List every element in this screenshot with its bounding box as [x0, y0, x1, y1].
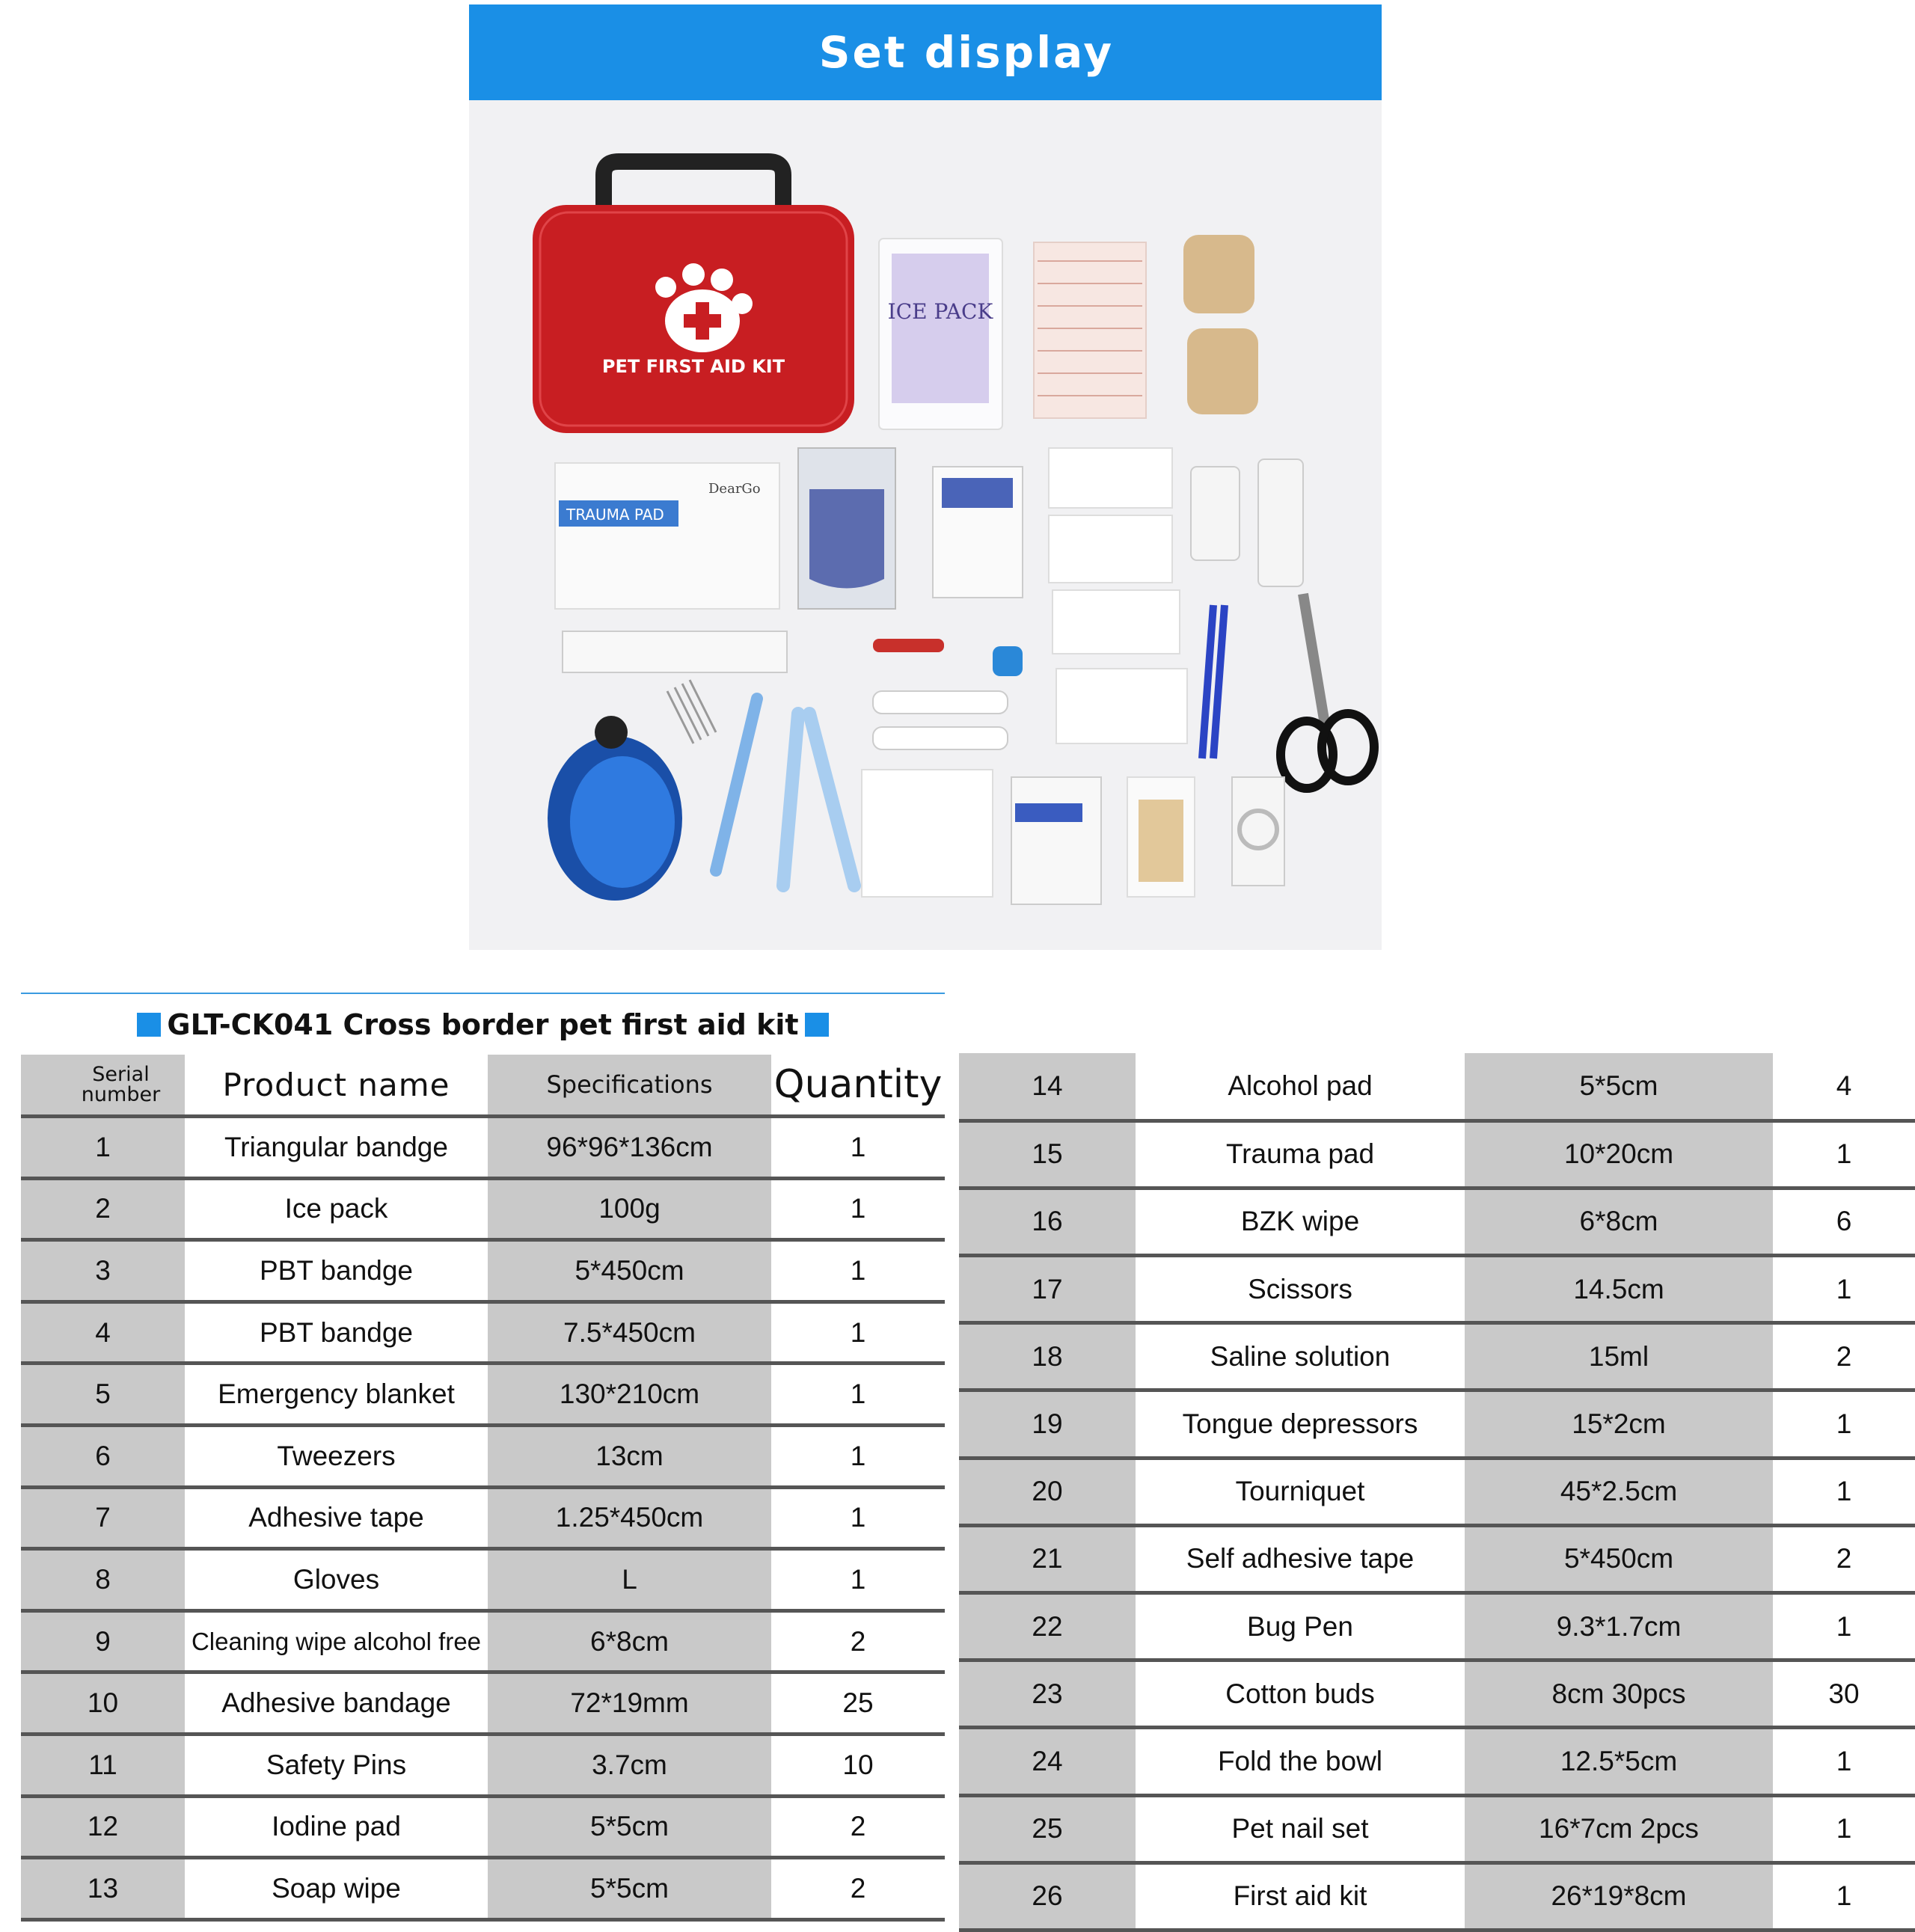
product-name-cell: First aid kit: [1136, 1862, 1465, 1930]
triangular-bandage-image: [933, 467, 1023, 598]
table-row: [21, 1858, 945, 1920]
quantity-cell: 30: [1773, 1660, 1915, 1728]
specification-cell: L: [488, 1549, 771, 1611]
quantity-cell: 1: [771, 1301, 945, 1364]
product-name-cell: Pet nail set: [1136, 1795, 1465, 1862]
table-row: [21, 1178, 945, 1240]
table-row: [21, 1426, 945, 1488]
serial-cell: 1: [21, 1117, 185, 1179]
serial-cell: 7: [21, 1487, 185, 1549]
product-photo: [469, 100, 1382, 950]
table-row: [21, 1240, 945, 1302]
table-row: [959, 1525, 1915, 1592]
table-row: [959, 1660, 1915, 1728]
quantity-cell: 1: [1773, 1256, 1915, 1323]
serial-cell: 4: [21, 1301, 185, 1364]
header-quantity: Quantity: [771, 1055, 945, 1117]
serial-cell: 8: [21, 1549, 185, 1611]
product-name-cell: Tweezers: [185, 1426, 488, 1488]
table-row: [21, 1117, 945, 1179]
product-name-cell: Soap wipe: [185, 1858, 488, 1920]
table-row: [959, 1795, 1915, 1862]
quantity-cell: 1: [771, 1426, 945, 1488]
table-row: [21, 1735, 945, 1797]
serial-cell: 2: [21, 1178, 185, 1240]
quantity-cell: 1: [771, 1549, 945, 1611]
specification-cell: 5*5cm: [488, 1858, 771, 1920]
specification-cell: 15ml: [1465, 1323, 1773, 1390]
product-name-cell: Emergency blanket: [185, 1364, 488, 1426]
icepack-label: ICE PACK: [887, 299, 993, 324]
table-row: [21, 1364, 945, 1426]
product-name-cell: Fold the bowl: [1136, 1728, 1465, 1795]
specification-cell: 100g: [488, 1178, 771, 1240]
serial-cell: 3: [21, 1240, 185, 1302]
quantity-cell: 2: [771, 1858, 945, 1920]
title-divider: [21, 993, 945, 994]
specification-cell: 7.5*450cm: [488, 1301, 771, 1364]
product-name-cell: Gloves: [185, 1549, 488, 1611]
trauma-pad-image: [555, 463, 779, 609]
specification-cell: 45*2.5cm: [1465, 1458, 1773, 1525]
product-name-cell: Trauma pad: [1136, 1120, 1465, 1188]
serial-cell: 17: [959, 1256, 1136, 1323]
product-name-cell: Iodine pad: [185, 1796, 488, 1858]
serial-cell: 21: [959, 1525, 1136, 1592]
quantity-cell: 1: [1773, 1862, 1915, 1930]
product-name-cell: Triangular bandge: [185, 1117, 488, 1179]
specification-cell: 8cm 30pcs: [1465, 1660, 1773, 1728]
product-name-cell: Self adhesive tape: [1136, 1525, 1465, 1592]
serial-cell: 18: [959, 1323, 1136, 1390]
quantity-cell: 25: [771, 1672, 945, 1735]
product-name-cell: Adhesive tape: [185, 1487, 488, 1549]
title-square-icon: [805, 1013, 829, 1037]
product-name-cell: Tourniquet: [1136, 1458, 1465, 1525]
table-row: [959, 1862, 1915, 1930]
serial-cell: 26: [959, 1862, 1136, 1930]
quantity-cell: 10: [771, 1735, 945, 1797]
product-name-cell: PBT bandge: [185, 1240, 488, 1302]
product-name-cell: BZK wipe: [1136, 1188, 1465, 1255]
product-name-cell: PBT bandge: [185, 1301, 488, 1364]
quantity-cell: 1: [771, 1240, 945, 1302]
specification-cell: 26*19*8cm: [1465, 1862, 1773, 1930]
serial-cell: 14: [959, 1053, 1136, 1120]
quantity-cell: 4: [1773, 1053, 1915, 1120]
cotton-buds-image: [1127, 777, 1195, 897]
table-row: [959, 1728, 1915, 1795]
product-name-cell: Scissors: [1136, 1256, 1465, 1323]
quantity-cell: 1: [1773, 1390, 1915, 1458]
serial-cell: 15: [959, 1120, 1136, 1188]
table-row: [959, 1053, 1915, 1120]
quantity-cell: 2: [771, 1796, 945, 1858]
serial-cell: 24: [959, 1728, 1136, 1795]
header-serial: Serial number: [21, 1055, 185, 1117]
specification-cell: 14.5cm: [1465, 1256, 1773, 1323]
product-name-cell: Cotton buds: [1136, 1660, 1465, 1728]
table-row: [959, 1323, 1915, 1390]
specification-cell: 5*5cm: [1465, 1053, 1773, 1120]
table-row: [21, 1610, 945, 1672]
emergency-blanket-image: [798, 448, 895, 609]
table-row: [959, 1593, 1915, 1660]
specification-cell: 15*2cm: [1465, 1390, 1773, 1458]
product-name-cell: Alcohol pad: [1136, 1053, 1465, 1120]
header-product-name: Product name: [185, 1055, 488, 1117]
table-row: [21, 1796, 945, 1858]
specification-cell: 9.3*1.7cm: [1465, 1593, 1773, 1660]
ice-pack-image: [879, 239, 1002, 429]
quantity-cell: 2: [1773, 1323, 1915, 1390]
specification-cell: 5*5cm: [488, 1796, 771, 1858]
kit-title: [21, 999, 945, 1051]
adhesive-bandages-image: [1034, 242, 1146, 418]
title-square-icon: [137, 1013, 161, 1037]
serial-cell: 6: [21, 1426, 185, 1488]
quantity-cell: 1: [1773, 1728, 1915, 1795]
kit-title-text: GLT-CK041 Cross border pet first aid kit: [167, 1008, 799, 1041]
product-name-cell: Cleaning wipe alcohol free: [185, 1610, 488, 1672]
banner-title: Set display: [818, 27, 1115, 78]
serial-cell: 10: [21, 1672, 185, 1735]
quantity-cell: 1: [1773, 1795, 1915, 1862]
table-row: [959, 1188, 1915, 1255]
table-row: [959, 1256, 1915, 1323]
table-row: [21, 1301, 945, 1364]
table-header-row: [21, 1055, 945, 1117]
gloves-image: [1011, 777, 1101, 904]
serial-cell: 23: [959, 1660, 1136, 1728]
specification-cell: 6*8cm: [488, 1610, 771, 1672]
quantity-cell: 2: [1773, 1525, 1915, 1592]
specification-cell: 1.25*450cm: [488, 1487, 771, 1549]
specification-cell: 5*450cm: [488, 1240, 771, 1302]
product-name-cell: Adhesive bandage: [185, 1672, 488, 1735]
specification-cell: 12.5*5cm: [1465, 1728, 1773, 1795]
case-label: PET FIRST AID KIT: [601, 356, 785, 377]
quantity-cell: 1: [771, 1364, 945, 1426]
product-name-cell: Safety Pins: [185, 1735, 488, 1797]
specification-cell: 5*450cm: [1465, 1525, 1773, 1592]
quantity-cell: 1: [1773, 1120, 1915, 1188]
specification-cell: 16*7cm 2pcs: [1465, 1795, 1773, 1862]
serial-cell: 13: [21, 1858, 185, 1920]
quantity-cell: 6: [1773, 1188, 1915, 1255]
quantity-cell: 2: [771, 1610, 945, 1672]
quantity-cell: 1: [1773, 1593, 1915, 1660]
wipes-image: [1049, 448, 1187, 743]
specification-cell: 6*8cm: [1465, 1188, 1773, 1255]
table-row: [21, 1672, 945, 1735]
table-row: [959, 1120, 1915, 1188]
quantity-cell: 1: [771, 1117, 945, 1179]
table-row: [959, 1458, 1915, 1525]
quantity-cell: 1: [1773, 1458, 1915, 1525]
serial-cell: 12: [21, 1796, 185, 1858]
tongue-depressor-image: [563, 631, 787, 672]
product-name-cell: Saline solution: [1136, 1323, 1465, 1390]
contents-table-left: [21, 1055, 945, 1922]
section-banner: [469, 4, 1382, 100]
serial-cell: 22: [959, 1593, 1136, 1660]
contents-table-right: [959, 1053, 1915, 1932]
serial-cell: 20: [959, 1458, 1136, 1525]
product-name-cell: Ice pack: [185, 1178, 488, 1240]
serial-cell: 25: [959, 1795, 1136, 1862]
header-specifications: Specifications: [488, 1055, 771, 1117]
quantity-cell: 1: [771, 1487, 945, 1549]
specification-cell: 96*96*136cm: [488, 1117, 771, 1179]
table-row: [959, 1390, 1915, 1458]
serial-cell: 16: [959, 1188, 1136, 1255]
specification-cell: 13cm: [488, 1426, 771, 1488]
adhesive-tape-image: [1232, 777, 1284, 886]
serial-cell: 5: [21, 1364, 185, 1426]
specification-cell: 3.7cm: [488, 1735, 771, 1797]
trauma-label: TRAUMA PAD: [566, 506, 664, 524]
serial-cell: 9: [21, 1610, 185, 1672]
brand-label: DearGo: [708, 481, 761, 497]
specification-cell: 130*210cm: [488, 1364, 771, 1426]
cleaning-wipes-image: [862, 770, 993, 897]
product-name-cell: Bug Pen: [1136, 1593, 1465, 1660]
specification-cell: 72*19mm: [488, 1672, 771, 1735]
quantity-cell: 1: [771, 1178, 945, 1240]
table-row: [21, 1549, 945, 1611]
serial-cell: 19: [959, 1390, 1136, 1458]
product-name-cell: Tongue depressors: [1136, 1390, 1465, 1458]
table-row: [21, 1487, 945, 1549]
serial-cell: 11: [21, 1735, 185, 1797]
specification-cell: 10*20cm: [1465, 1120, 1773, 1188]
